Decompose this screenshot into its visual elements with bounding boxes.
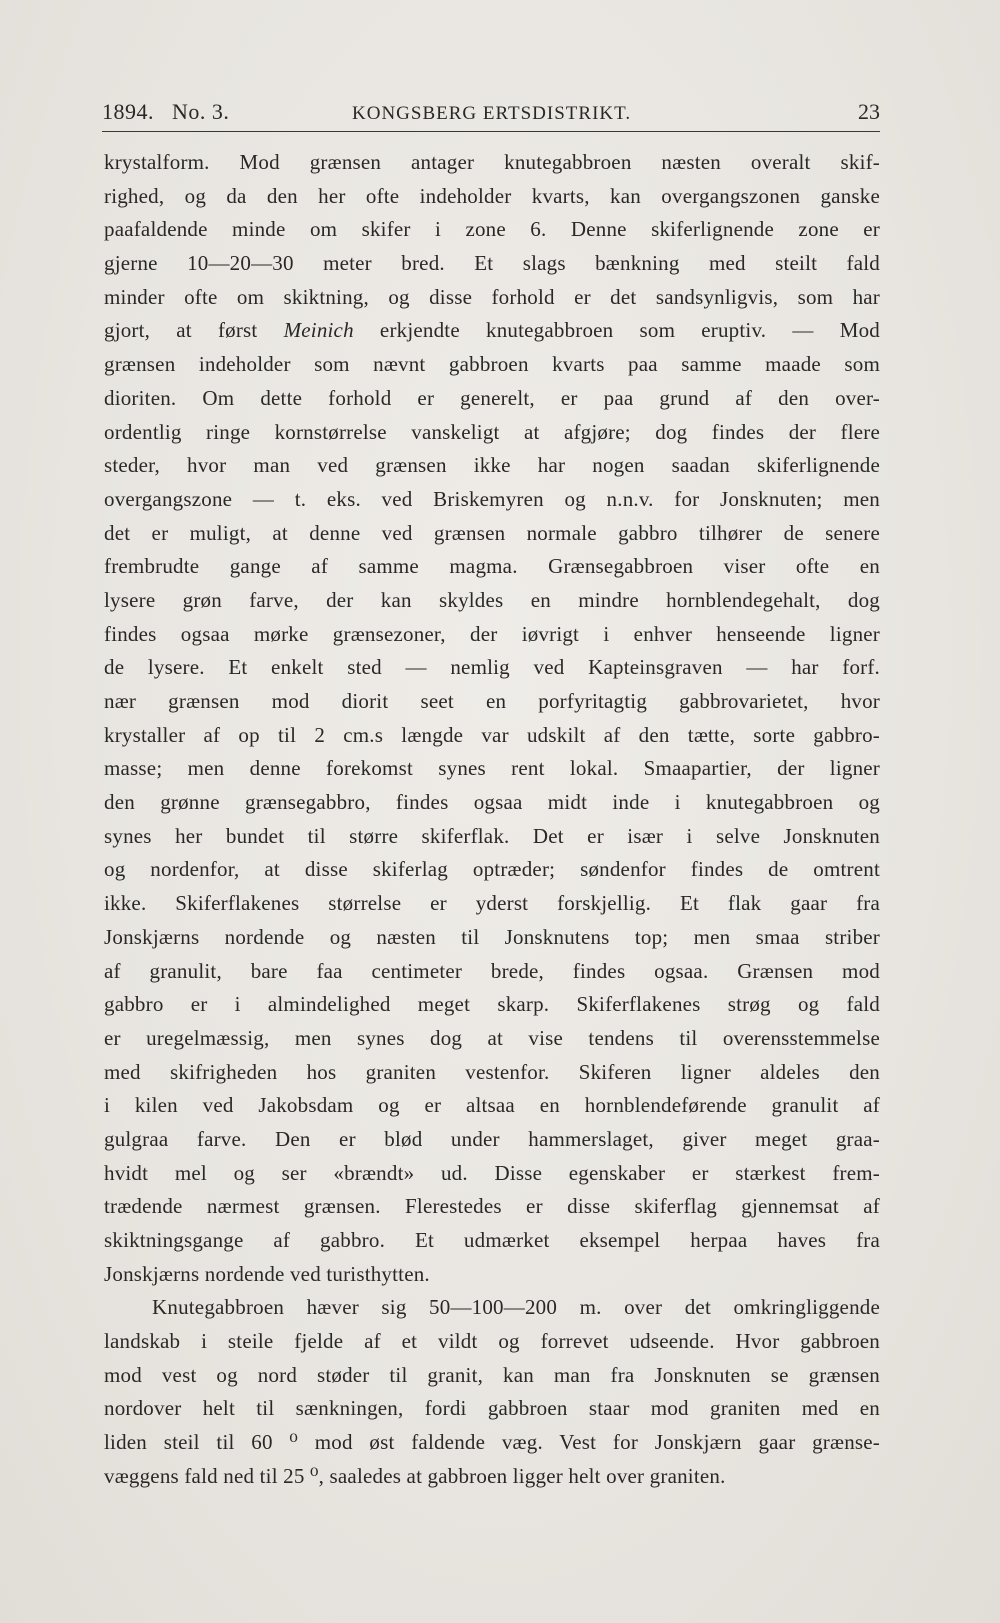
text-line: masse; men denne forekomst synes rent lokal. Smaapartier, der ligner bbox=[104, 756, 880, 781]
text-line bbox=[104, 314, 880, 348]
text-line: af granulit, bare faa centimeter brede, findes ogsaa. Grænsen mod bbox=[104, 958, 880, 983]
text-line: den grønne grænsegabbro, findes ogsaa midt inde i knutegabbroen og bbox=[104, 790, 880, 815]
text-line: gulgraa farve. Den er blød under hammerslaget, giver meget graa- bbox=[104, 1126, 880, 1151]
text-line: findes ogsaa mørke grænsezoner, der iøvrigt i enhver henseende ligner bbox=[104, 621, 880, 646]
text-line: landskab i steile fjelde af et vildt og forrevet udseende. Hvor gabbroen bbox=[104, 1329, 880, 1354]
header-year: 1894. bbox=[102, 99, 154, 124]
text-line: ikke. Skiferflakenes størrelse er yderst forskjellig. Et flak gaar fra bbox=[104, 891, 880, 916]
text-line: mod vest og nord støder til granit, kan man fra Jonsknuten se grænsen bbox=[104, 1362, 880, 1387]
page-header bbox=[102, 92, 880, 132]
text-line: liden steil til 60 ⁰ mod øst faldende væg. Vest for Jonskjærn gaar grænse- bbox=[104, 1430, 880, 1455]
text-line: er uregelmæssig, men synes dog at vise tendens til overensstemmelse bbox=[104, 1025, 880, 1050]
text-line: ordentlig ringe kornstørrelse vanskeligt at afgjøre; dog findes der flere bbox=[104, 419, 880, 444]
text-line: grænsen indeholder som nævnt gabbroen kvarts paa samme maade som bbox=[104, 352, 880, 377]
text-line: righed, og da den her ofte indeholder kvarts, kan overgangszonen ganske bbox=[104, 183, 880, 208]
header-title: KONGSBERG ERTSDISTRIKT. bbox=[352, 103, 632, 124]
text-line: overgangszone — t. eks. ved Briskemyren og n.n.v. for Jonsknuten; men bbox=[104, 486, 880, 511]
text-line: hvidt mel og ser «brændt» ud. Disse egenskaber er stærkest frem- bbox=[104, 1160, 880, 1185]
author-name: Meinich bbox=[283, 318, 354, 343]
text-line: Jonskjærns nordende ved turisthytten. bbox=[104, 1261, 430, 1286]
page-number: 23 bbox=[858, 99, 880, 124]
text-line: frembrudte gange af samme magma. Grænsegabbroen viser ofte en bbox=[104, 554, 880, 579]
text-segment: erkjendte knutegabbroen som eruptiv. — Mod bbox=[353, 318, 880, 343]
text-line: og nordenfor, at disse skiferlag optræder; søndenfor findes de omtrent bbox=[104, 857, 880, 882]
text-line: i kilen ved Jakobsdam og er altsaa en hornblendeførende granulit af bbox=[104, 1093, 880, 1118]
header-left bbox=[102, 99, 229, 125]
text-line: Jonskjærns nordende og næsten til Jonsknutens top; men smaa striber bbox=[104, 924, 880, 949]
text-line: nordover helt til sænkningen, fordi gabbroen staar mod graniten med en bbox=[104, 1396, 880, 1421]
text-line: væggens fald ned til 25 ⁰, saaledes at gabbroen ligger helt over graniten. bbox=[104, 1463, 726, 1488]
text-line: steder, hvor man ved grænsen ikke har nogen saadan skiferlignende bbox=[104, 453, 880, 478]
body-text bbox=[104, 146, 880, 1494]
text-line: skiktningsgange af gabbro. Et udmærket eksempel herpaa haves fra bbox=[104, 1228, 880, 1252]
text-line: de lysere. Et enkelt sted — nemlig ved Kapteinsgraven — har forf. bbox=[104, 655, 880, 680]
text-line: lysere grøn farve, der kan skyldes en mindre hornblendegehalt, dog bbox=[104, 587, 880, 612]
text-line: dioriten. Om dette forhold er generelt, er paa grund af den over- bbox=[104, 385, 880, 410]
text-line: gabbro er i almindelighed meget skarp. Skiferflakenes strøg og fald bbox=[104, 992, 880, 1017]
text-line: trædende nærmest grænsen. Flerestedes er disse skiferflag gjennemsat af bbox=[104, 1194, 880, 1219]
text-segment: gjort, at først bbox=[104, 318, 284, 343]
text-line: krystaller af op til 2 cm.s længde var udskilt af den tætte, sorte gabbro- bbox=[104, 722, 880, 747]
text-line: nær grænsen mod diorit seet en porfyritagtig gabbrovarietet, hvor bbox=[104, 689, 880, 713]
text-line: Knutegabbroen hæver sig 50—100—200 m. over det omkringliggende bbox=[152, 1295, 880, 1320]
text-line: det er muligt, at denne ved grænsen normale gabbro tilhører de senere bbox=[104, 520, 880, 545]
text-line: krystalform. Mod grænsen antager knutegabbroen næsten overalt skif- bbox=[104, 150, 880, 174]
text-line: synes her bundet til større skiferflak. Det er især i selve Jonsknuten bbox=[104, 823, 880, 848]
header-number: No. 3. bbox=[172, 99, 230, 124]
text-line: minder ofte om skiktning, og disse forhold er det sandsynligvis, som har bbox=[104, 284, 880, 309]
text-line: gjerne 10—20—30 meter bred. Et slags bænkning med steilt fald bbox=[104, 251, 880, 276]
text-line: paafaldende minde om skifer i zone 6. Denne skiferlignende zone er bbox=[104, 217, 880, 242]
text-line: med skifrigheden hos graniten vestenfor. Skiferen ligner aldeles den bbox=[104, 1059, 880, 1084]
